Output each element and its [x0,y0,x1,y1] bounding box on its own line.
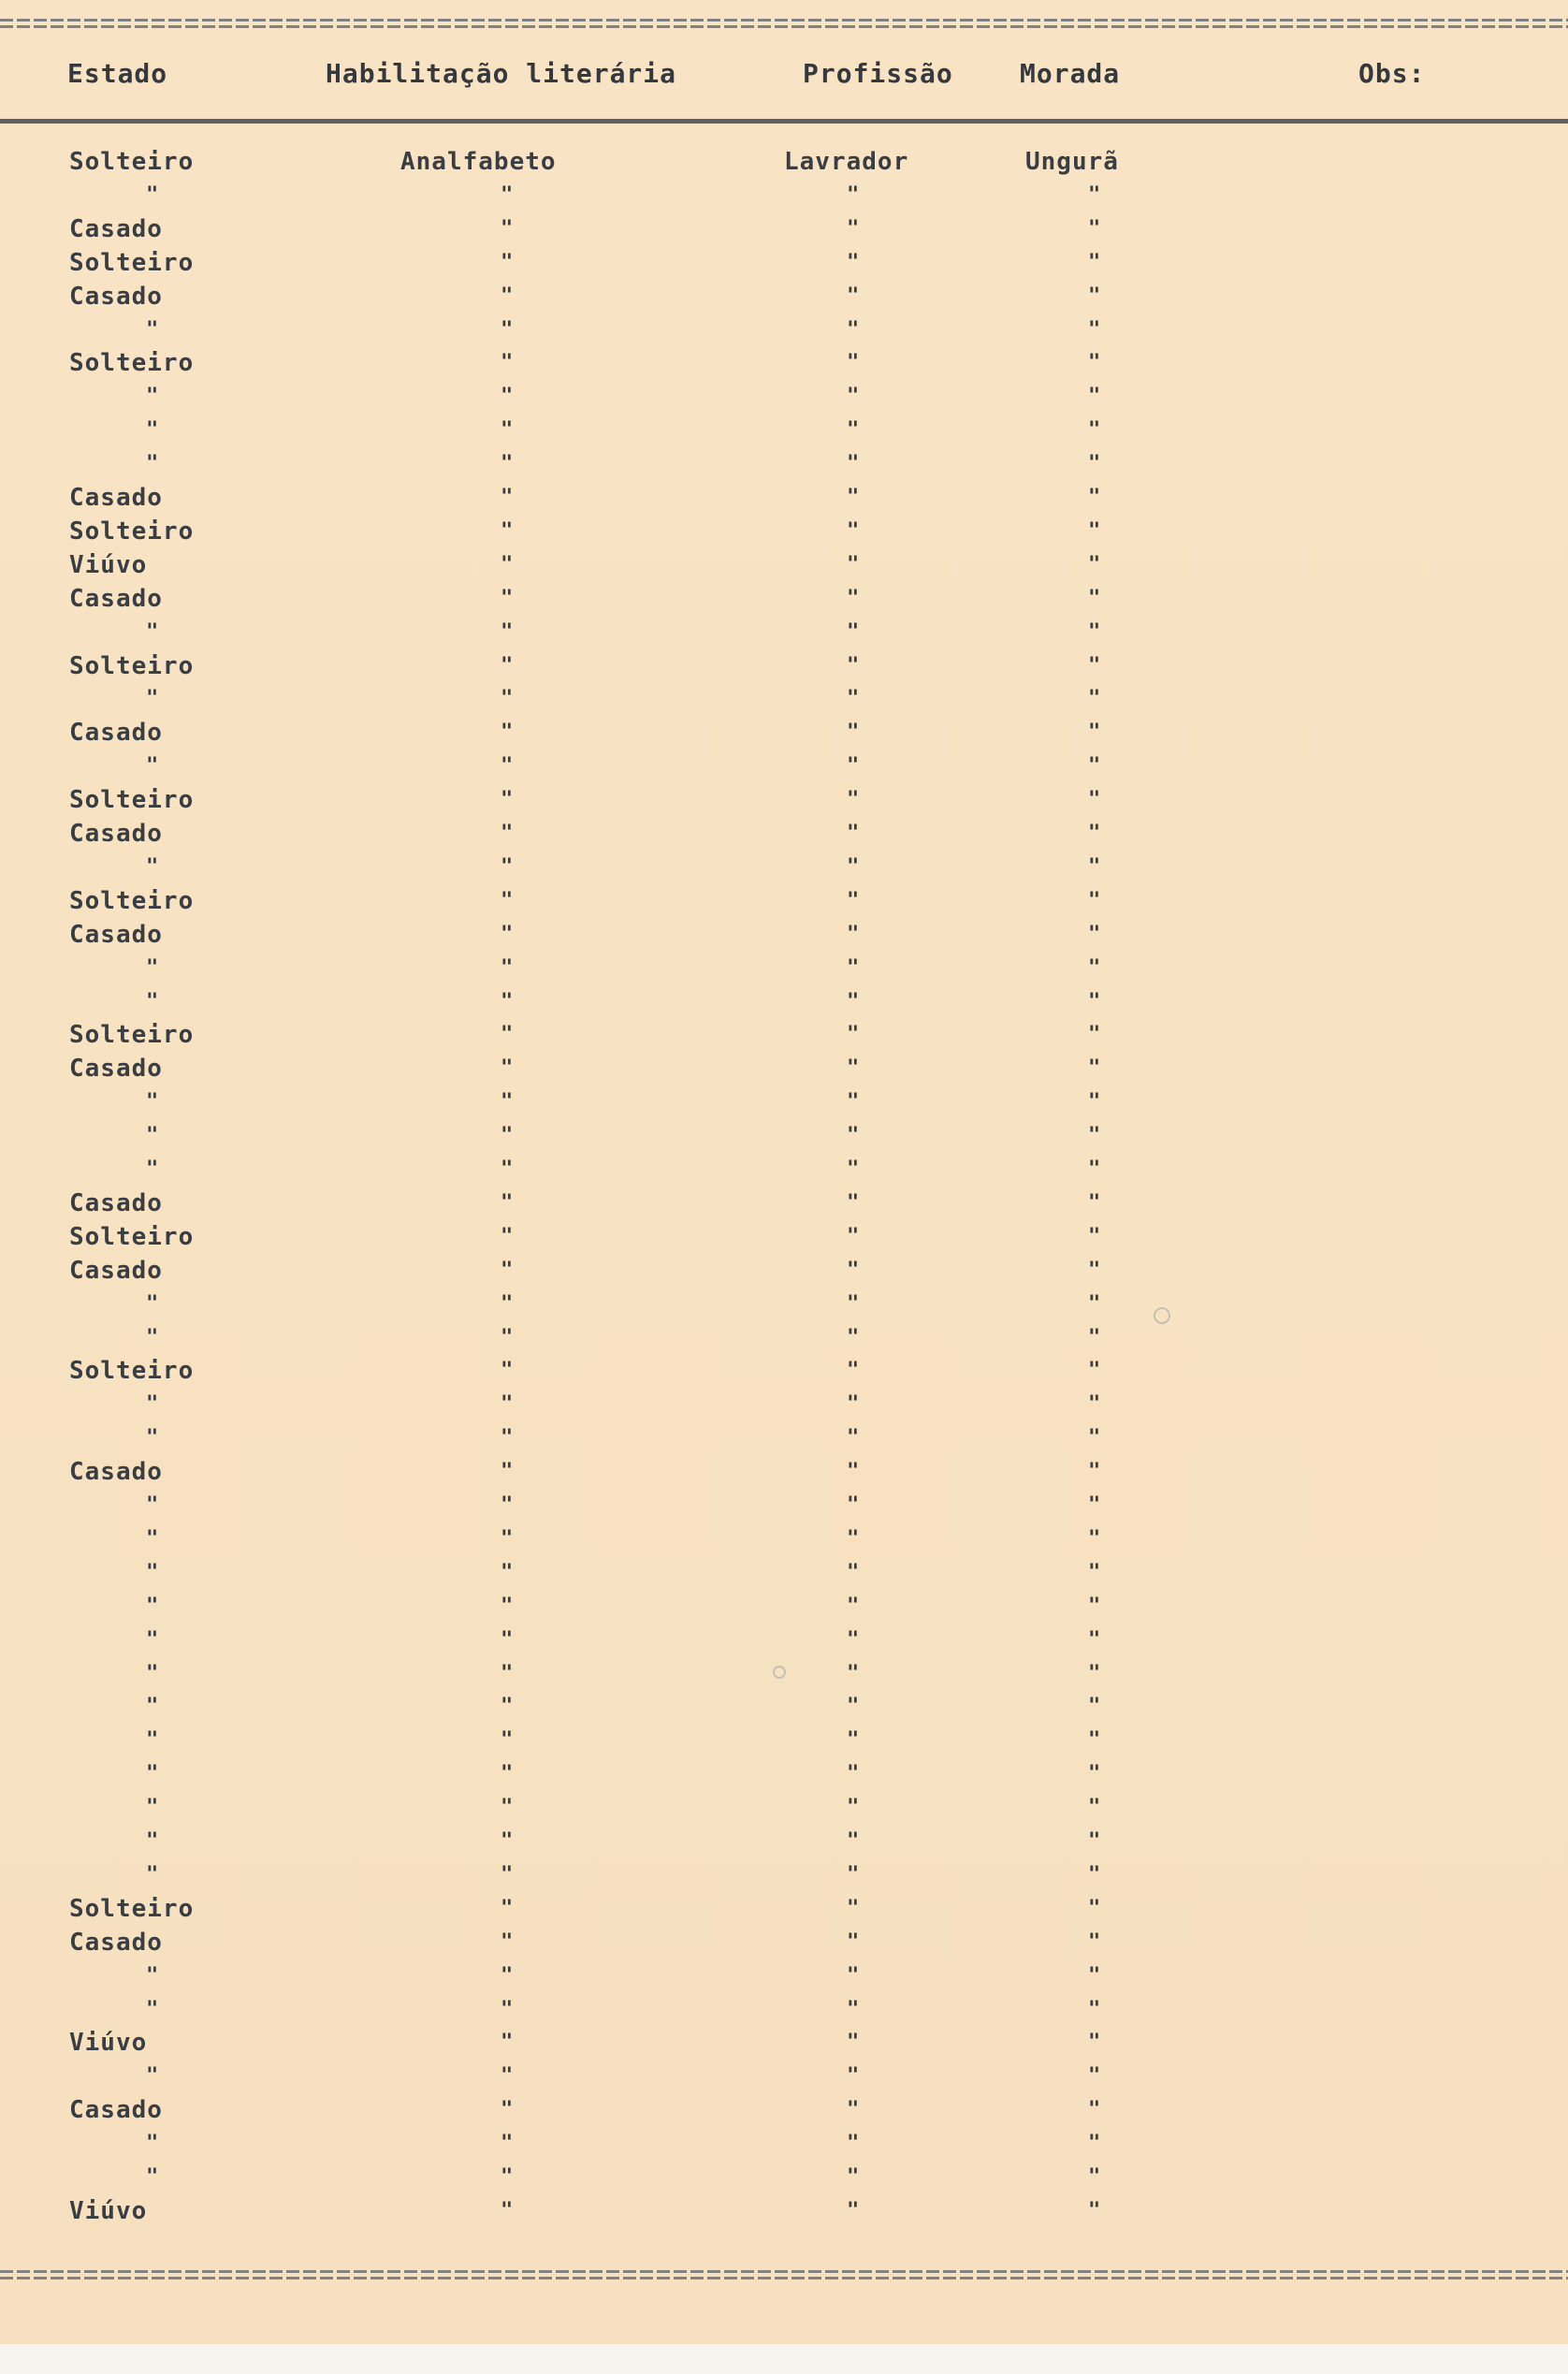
cell-estado: " [146,1662,160,1685]
cell-estado: Solteiro [69,786,195,814]
cell-profissao: " [847,754,861,778]
cell-habilitacao: " [501,1056,515,1080]
cell-estado: " [146,1124,160,1147]
cell-morada: " [1088,1762,1102,1785]
cell-estado: " [146,1090,160,1114]
cell-profissao: " [847,351,861,374]
cell-profissao: " [847,923,861,946]
top-dashed-rule [0,19,1568,28]
cell-profissao: " [847,1628,861,1652]
cell-habilitacao: " [501,1930,515,1954]
ink-mark [773,1666,786,1679]
cell-habilitacao: " [501,822,515,845]
cell-habilitacao: " [501,519,515,543]
cell-habilitacao: " [501,1359,515,1382]
cell-morada: " [1088,1964,1102,1988]
cell-habilitacao: " [501,2199,515,2222]
cell-estado: " [146,452,160,475]
cell-estado: " [146,183,160,207]
cell-habilitacao: " [501,318,515,342]
cell-estado: Viúvo [69,2029,148,2057]
header-profissao: Profissão [803,58,953,89]
cell-estado: " [146,620,160,644]
cell-morada: " [1088,452,1102,475]
cell-morada: " [1088,1863,1102,1886]
cell-morada: " [1088,956,1102,980]
cell-estado: Solteiro [69,887,195,915]
cell-morada: " [1088,1829,1102,1853]
cell-morada: " [1088,855,1102,879]
cell-profissao: " [847,2031,861,2054]
cell-profissao: " [847,1225,861,1248]
cell-habilitacao: " [501,923,515,946]
bottom-dashed-rule [0,2270,1568,2279]
cell-profissao: " [847,587,861,610]
cell-profissao: " [847,251,861,274]
cell-morada: " [1088,1728,1102,1752]
cell-morada: " [1088,1056,1102,1080]
cell-morada: " [1088,1628,1102,1652]
cell-morada: " [1088,1527,1102,1551]
cell-profissao: " [847,1728,861,1752]
cell-morada: " [1088,1292,1102,1316]
cell-habilitacao: " [501,1326,515,1349]
cell-estado: Casado [69,1929,163,1957]
cell-estado: " [146,1695,160,1718]
cell-morada: " [1088,1191,1102,1215]
cell-estado: " [146,2064,160,2088]
cell-estado: " [146,1829,160,1853]
cell-estado: Viúvo [69,551,148,579]
cell-estado: Casado [69,719,163,747]
cell-estado: Casado [69,1189,163,1217]
cell-estado: Casado [69,283,163,311]
cell-habilitacao: " [501,251,515,274]
cell-profissao: " [847,452,861,475]
cell-morada: " [1088,183,1102,207]
cell-habilitacao: " [501,1259,515,1282]
cell-morada: " [1088,1595,1102,1618]
cell-habilitacao: " [501,889,515,912]
cell-habilitacao: " [501,1493,515,1517]
ink-mark [1154,1307,1170,1324]
cell-habilitacao: " [501,587,515,610]
cell-estado: " [146,1964,160,1988]
cell-estado: " [146,1426,160,1449]
cell-profissao: " [847,1662,861,1685]
cell-estado: Casado [69,585,163,613]
cell-profissao: " [847,1561,861,1584]
cell-morada: " [1088,721,1102,744]
cell-habilitacao: " [501,1426,515,1449]
cell-habilitacao: " [501,1292,515,1316]
cell-habilitacao: " [501,418,515,442]
cell-estado: " [146,1326,160,1349]
cell-habilitacao: " [501,1829,515,1853]
cell-morada: " [1088,519,1102,543]
cell-morada: " [1088,1695,1102,1718]
cell-morada: " [1088,923,1102,946]
cell-habilitacao: " [501,284,515,308]
cell-morada: " [1088,1561,1102,1584]
cell-morada: " [1088,822,1102,845]
cell-habilitacao: " [501,1023,515,1046]
cell-profissao: " [847,1762,861,1785]
cell-morada: " [1088,486,1102,509]
cell-morada: " [1088,351,1102,374]
cell-habilitacao: " [501,1158,515,1181]
cell-morada: " [1088,1326,1102,1349]
cell-habilitacao: " [501,2064,515,2088]
cell-profissao: " [847,1493,861,1517]
header-morada: Morada [1020,58,1121,89]
cell-morada: " [1088,2098,1102,2121]
cell-morada: " [1088,1460,1102,1483]
cell-morada: " [1088,654,1102,677]
cell-profissao: " [847,1292,861,1316]
cell-morada: " [1088,217,1102,240]
cell-habilitacao: " [501,385,515,408]
cell-morada: " [1088,620,1102,644]
cell-estado: Viúvo [69,2197,148,2225]
cell-morada: " [1088,1124,1102,1147]
cell-profissao: " [847,1460,861,1483]
cell-estado: Casado [69,1055,163,1083]
cell-profissao: " [847,620,861,644]
cell-habilitacao: " [501,990,515,1013]
header-estado: Estado [67,58,168,89]
cell-profissao: " [847,1124,861,1147]
cell-morada: " [1088,418,1102,442]
cell-habilitacao: " [501,855,515,879]
cell-estado: " [146,1628,160,1652]
cell-estado: Casado [69,820,163,848]
cell-morada: " [1088,1998,1102,2021]
cell-estado: " [146,1527,160,1551]
cell-profissao: " [847,1863,861,1886]
cell-morada: " [1088,1090,1102,1114]
cell-habilitacao: " [501,217,515,240]
cell-habilitacao: " [501,452,515,475]
cell-morada: " [1088,990,1102,1013]
cell-profissao: " [847,486,861,509]
cell-habilitacao: " [501,486,515,509]
cell-profissao: " [847,855,861,879]
cell-estado: " [146,1392,160,1416]
cell-habilitacao: " [501,1090,515,1114]
cell-habilitacao: " [501,721,515,744]
cell-morada: " [1088,1796,1102,1819]
cell-estado: " [146,687,160,710]
cell-profissao: " [847,1930,861,1954]
cell-profissao: " [847,1056,861,1080]
cell-habilitacao: " [501,654,515,677]
cell-habilitacao: " [501,1998,515,2021]
cell-estado: Casado [69,1257,163,1285]
cell-habilitacao: " [501,956,515,980]
cell-estado: Casado [69,1458,163,1486]
cell-profissao: " [847,2165,861,2189]
cell-morada: " [1088,2064,1102,2088]
cell-habilitacao: " [501,1225,515,1248]
cell-estado: Casado [69,215,163,243]
cell-profissao: " [847,183,861,207]
cell-habilitacao: Analfabeto [400,148,557,176]
cell-estado: " [146,1728,160,1752]
cell-habilitacao: " [501,1392,515,1416]
header-rule [0,119,1568,124]
cell-estado: " [146,754,160,778]
header-habilitacao: Habilitação literária [326,58,677,89]
cell-profissao: " [847,1897,861,1920]
cell-morada: " [1088,587,1102,610]
cell-morada: " [1088,2165,1102,2189]
cell-profissao: " [847,553,861,576]
cell-morada: " [1088,284,1102,308]
cell-morada: " [1088,385,1102,408]
cell-profissao: " [847,1796,861,1819]
cell-habilitacao: " [501,1762,515,1785]
cell-profissao: " [847,1695,861,1718]
cell-estado: " [146,318,160,342]
cell-habilitacao: " [501,1527,515,1551]
cell-morada: " [1088,2031,1102,2054]
cell-habilitacao: " [501,2098,515,2121]
cell-estado: Casado [69,921,163,949]
cell-profissao: " [847,418,861,442]
cell-profissao: " [847,1426,861,1449]
cell-profissao: " [847,1595,861,1618]
cell-habilitacao: " [501,1897,515,1920]
cell-estado: Solteiro [69,148,195,176]
cell-estado: " [146,855,160,879]
cell-habilitacao: " [501,183,515,207]
cell-profissao: " [847,1359,861,1382]
cell-profissao: " [847,318,861,342]
cell-habilitacao: " [501,1863,515,1886]
cell-estado: " [146,2165,160,2189]
cell-estado: " [146,1493,160,1517]
cell-morada: " [1088,553,1102,576]
cell-habilitacao: " [501,620,515,644]
cell-habilitacao: " [501,1695,515,1718]
cell-profissao: " [847,822,861,845]
cell-estado: " [146,1863,160,1886]
cell-profissao: " [847,1158,861,1181]
cell-morada: " [1088,2199,1102,2222]
cell-profissao: " [847,1392,861,1416]
cell-morada: " [1088,1225,1102,1248]
cell-estado: " [146,990,160,1013]
cell-habilitacao: " [501,1796,515,1819]
cell-estado: Solteiro [69,652,195,680]
cell-morada: " [1088,1662,1102,1685]
cell-habilitacao: " [501,687,515,710]
cell-estado: Casado [69,484,163,512]
cell-profissao: " [847,385,861,408]
cell-habilitacao: " [501,2165,515,2189]
cell-estado: Solteiro [69,1357,195,1385]
cell-profissao: " [847,217,861,240]
cell-estado: " [146,2132,160,2155]
cell-morada: " [1088,1259,1102,1282]
cell-estado: " [146,1796,160,1819]
cell-profissao: " [847,889,861,912]
cell-habilitacao: " [501,2031,515,2054]
cell-estado: " [146,1762,160,1785]
cell-profissao: " [847,1259,861,1282]
cell-morada: " [1088,1897,1102,1920]
cell-morada: " [1088,1158,1102,1181]
cell-profissao: " [847,1090,861,1114]
cell-profissao: " [847,2064,861,2088]
cell-estado: Solteiro [69,1223,195,1251]
cell-habilitacao: " [501,553,515,576]
cell-morada: Ungurã [1025,148,1119,176]
cell-estado: Casado [69,2096,163,2124]
cell-habilitacao: " [501,1191,515,1215]
cell-profissao: Lavrador [784,148,909,176]
cell-morada: " [1088,1930,1102,1954]
cell-habilitacao: " [501,788,515,811]
cell-estado: " [146,1595,160,1618]
cell-estado: Solteiro [69,517,195,546]
cell-estado: " [146,1292,160,1316]
cell-morada: " [1088,687,1102,710]
cell-profissao: " [847,1964,861,1988]
cell-morada: " [1088,788,1102,811]
cell-habilitacao: " [501,1964,515,1988]
cell-profissao: " [847,1527,861,1551]
cell-profissao: " [847,1326,861,1349]
cell-profissao: " [847,956,861,980]
cell-estado: Solteiro [69,249,195,277]
cell-estado: Solteiro [69,1895,195,1923]
cell-profissao: " [847,284,861,308]
cell-estado: " [146,418,160,442]
cell-morada: " [1088,889,1102,912]
cell-estado: " [146,956,160,980]
cell-morada: " [1088,1359,1102,1382]
cell-morada: " [1088,1392,1102,1416]
header-obs: Obs: [1358,58,1426,89]
cell-morada: " [1088,1493,1102,1517]
cell-habilitacao: " [501,1460,515,1483]
cell-estado: " [146,1158,160,1181]
cell-estado: " [146,1998,160,2021]
cell-habilitacao: " [501,1628,515,1652]
cell-profissao: " [847,990,861,1013]
cell-habilitacao: " [501,1728,515,1752]
cell-habilitacao: " [501,1595,515,1618]
cell-profissao: " [847,687,861,710]
cell-profissao: " [847,1191,861,1215]
cell-profissao: " [847,654,861,677]
cell-profissao: " [847,1998,861,2021]
cell-estado: Solteiro [69,1021,195,1049]
cell-habilitacao: " [501,1662,515,1685]
cell-morada: " [1088,318,1102,342]
cell-profissao: " [847,2132,861,2155]
cell-profissao: " [847,788,861,811]
cell-habilitacao: " [501,1124,515,1147]
cell-profissao: " [847,519,861,543]
cell-profissao: " [847,721,861,744]
cell-estado: " [146,385,160,408]
cell-habilitacao: " [501,754,515,778]
cell-habilitacao: " [501,351,515,374]
cell-estado: Solteiro [69,349,195,377]
cell-morada: " [1088,754,1102,778]
cell-profissao: " [847,2098,861,2121]
cell-profissao: " [847,2199,861,2222]
cell-profissao: " [847,1829,861,1853]
cell-estado: " [146,1561,160,1584]
cell-habilitacao: " [501,1561,515,1584]
cell-morada: " [1088,1023,1102,1046]
cell-profissao: " [847,1023,861,1046]
cell-morada: " [1088,251,1102,274]
cell-morada: " [1088,2132,1102,2155]
cell-morada: " [1088,1426,1102,1449]
cell-habilitacao: " [501,2132,515,2155]
